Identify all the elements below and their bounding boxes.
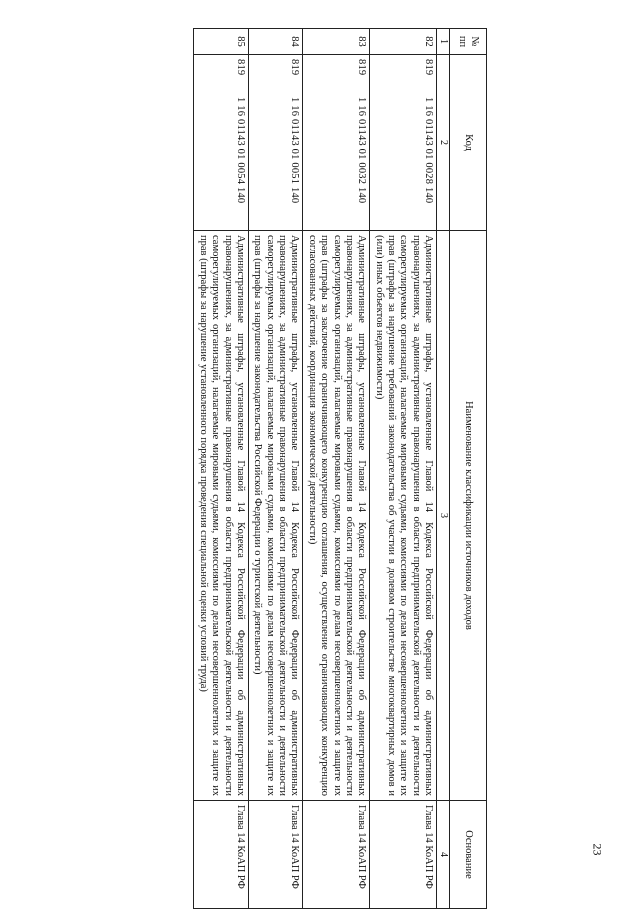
row-basis: Глава 14 КоАП РФ: [194, 801, 249, 909]
admin-code: 819: [234, 59, 246, 76]
revenue-classification-table: [193, 28, 487, 909]
header-num: № пп: [450, 29, 487, 55]
row-name: Административные штрафы, установленные Главой 14 Кодекса Российской Федерации об административных правонарушениях, за административные правонарушения в области предпринимательской деятельности и деятельности саморегулируемых организаций, налагаемые мировыми судьями, комиссиями по делам несовершеннолетних и защите их прав (штрафы за заключение ограничивающего конкуренцию соглашения, осуществление ограничивающих конкуренцию согласованных действий, координация экономической деятельности): [303, 231, 370, 801]
row-code: [370, 55, 437, 231]
column-number-row: [437, 29, 450, 909]
row-number: 84: [248, 29, 303, 55]
header-name: Наименование классификации источников доходов: [450, 231, 487, 801]
table-row: [248, 29, 303, 909]
row-basis: Глава 14 КоАП РФ: [370, 801, 437, 909]
column-number: 2: [437, 55, 450, 231]
header-basis: Основание: [450, 801, 487, 909]
table-row: [303, 29, 370, 909]
row-name: Административные штрафы, установленные Главой 14 Кодекса Российской Федерации об административных правонарушениях, за административные правонарушения в области предпринимательской деятельности и деятельности саморегулируемых организаций, налагаемые мировыми судьями, комиссиями по делам несовершеннолетних и защите их прав (штрафы за нарушение требований законодательства об участии в долевом строительстве многоквартирных домов и (или) иных объектов недвижимости): [370, 231, 437, 801]
admin-code: 819: [356, 59, 368, 76]
table-row: [370, 29, 437, 909]
row-basis: Глава 14 КоАП РФ: [248, 801, 303, 909]
header-code: Код: [450, 55, 487, 231]
row-name: Административные штрафы, установленные Главой 14 Кодекса Российской Федерации об административных правонарушениях, за административные правонарушения в области предпринимательской деятельности и деятельности саморегулируемых организаций, налагаемые мировыми судьями, комиссиями по делам несовершеннолетних и защите их прав (штрафы за нарушение законодательства Российской Федерации о туристской деятельности): [248, 231, 303, 801]
row-number: 83: [303, 29, 370, 55]
budget-code: 1 16 01143 01 0032 140: [356, 97, 368, 204]
admin-code: 819: [423, 59, 435, 76]
row-code: [248, 55, 303, 231]
column-number: 4: [437, 801, 450, 909]
admin-code: 819: [289, 59, 301, 76]
column-number: 1: [437, 29, 450, 55]
row-number: 85: [194, 29, 249, 55]
row-code: [194, 55, 249, 231]
column-number: 3: [437, 231, 450, 801]
page-number: 23: [590, 843, 605, 856]
rotated-table-container: [47, 28, 487, 908]
row-number: 82: [370, 29, 437, 55]
row-code: [303, 55, 370, 231]
budget-code: 1 16 01143 01 0028 140: [423, 97, 435, 204]
row-name: Административные штрафы, установленные Главой 14 Кодекса Российской Федерации об административных правонарушениях, за административные правонарушения в области предпринимательской деятельности и деятельности саморегулируемых организаций, налагаемые мировыми судьями, комиссиями по делам несовершеннолетних и защите их прав (штрафы за нарушение установленного порядка проведения специальной оценки условий труда): [194, 231, 249, 801]
table-header-row: [450, 29, 487, 909]
table-row: [194, 29, 249, 909]
budget-code: 1 16 01143 01 0051 140: [289, 97, 301, 204]
budget-code: 1 16 01143 01 0054 140: [234, 97, 246, 204]
row-basis: Глава 14 КоАП РФ: [303, 801, 370, 909]
